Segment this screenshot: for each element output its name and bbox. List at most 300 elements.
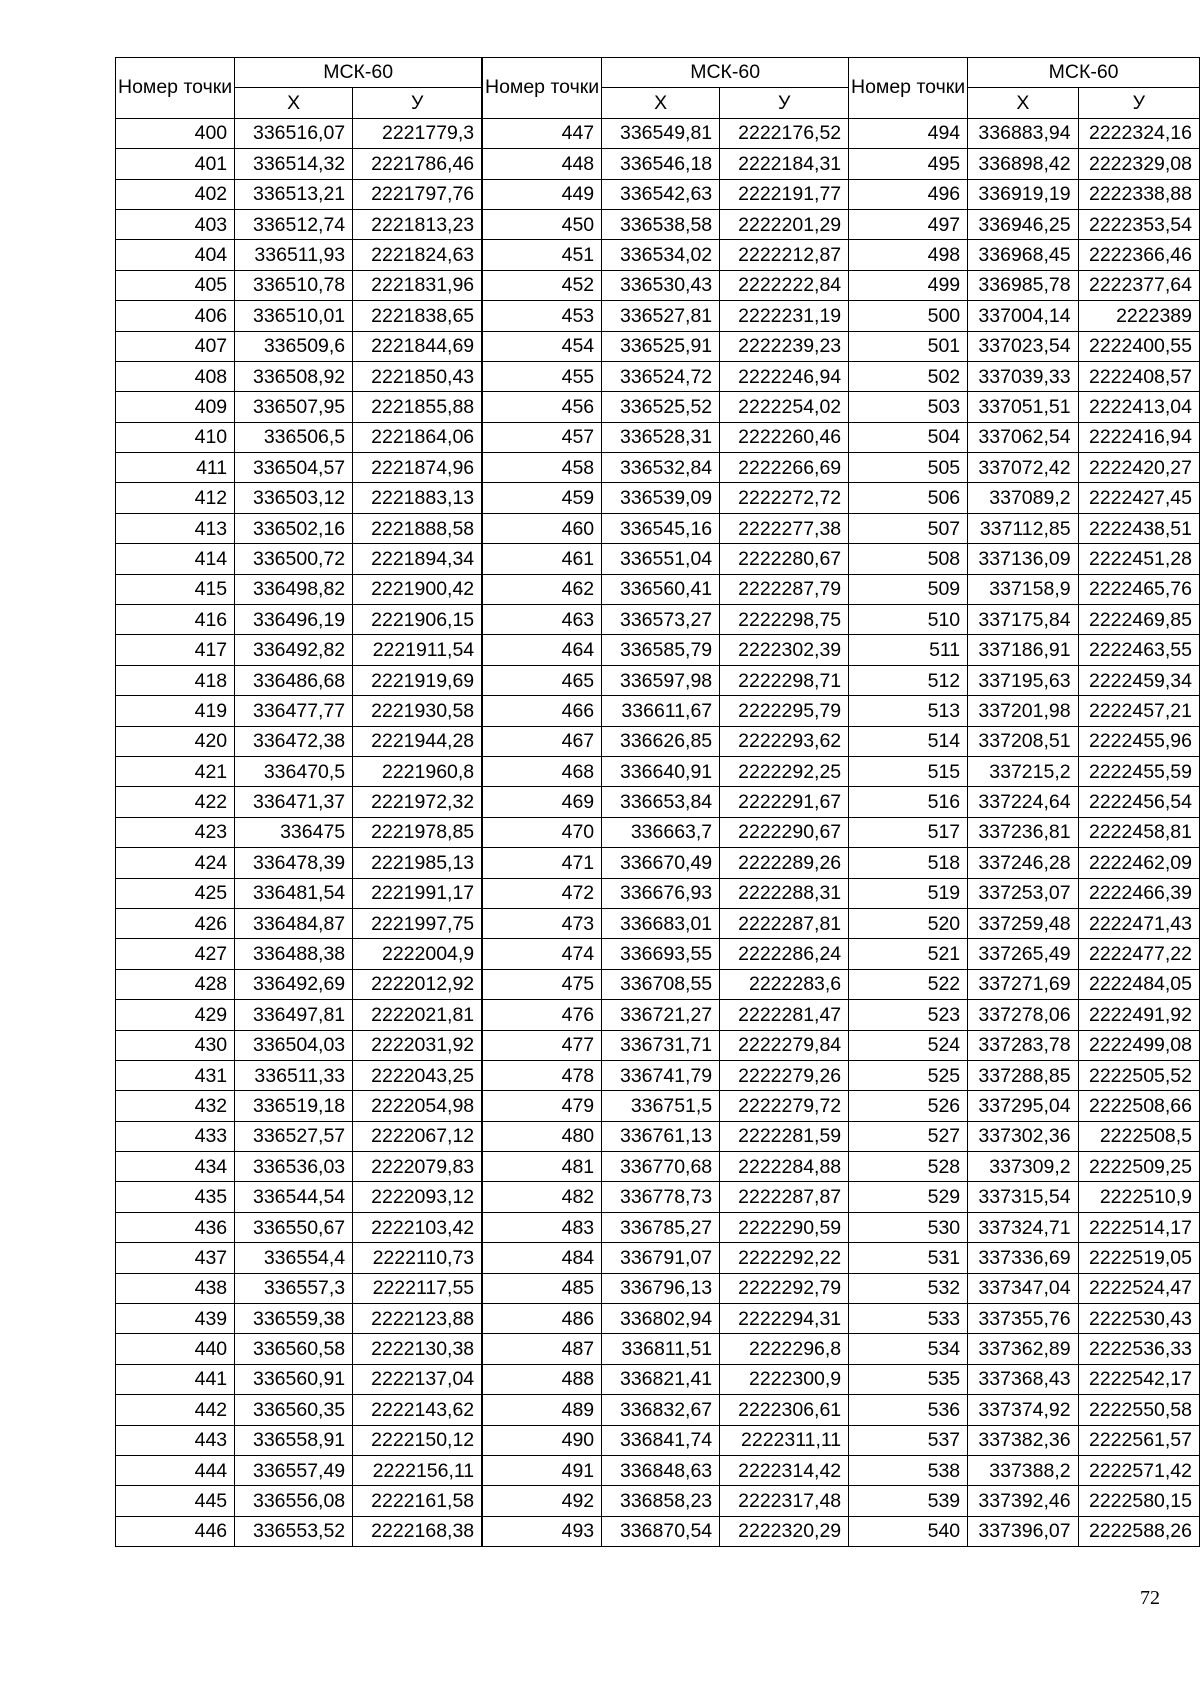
x-coordinate-cell: 336509,6 bbox=[235, 331, 353, 361]
point-number-cell: 507 bbox=[849, 513, 968, 543]
y-coordinate-cell: 2222279,72 bbox=[720, 1091, 849, 1121]
point-number-cell: 532 bbox=[849, 1273, 968, 1303]
table-row bbox=[116, 361, 482, 391]
table-row bbox=[116, 270, 482, 300]
x-coordinate-cell: 336510,01 bbox=[235, 301, 353, 331]
table-row bbox=[116, 118, 482, 148]
x-coordinate-cell: 336471,37 bbox=[235, 787, 353, 817]
y-coordinate-cell: 2222514,17 bbox=[1078, 1212, 1199, 1242]
y-coordinate-cell: 2221855,88 bbox=[353, 392, 482, 422]
point-number-cell: 419 bbox=[116, 696, 235, 726]
y-coordinate-cell: 2222287,87 bbox=[720, 1182, 849, 1212]
point-number-cell: 422 bbox=[116, 787, 235, 817]
x-coordinate-cell: 337175,84 bbox=[968, 605, 1078, 635]
point-number-cell: 531 bbox=[849, 1243, 968, 1273]
page-number: 72 bbox=[1140, 1587, 1160, 1609]
point-number-cell: 441 bbox=[116, 1364, 235, 1394]
table-row bbox=[116, 1395, 482, 1425]
x-coordinate-cell: 336640,91 bbox=[602, 756, 720, 786]
point-number-cell: 405 bbox=[116, 270, 235, 300]
y-coordinate-cell: 2222462,09 bbox=[1078, 848, 1199, 878]
x-coordinate-cell: 336693,55 bbox=[602, 939, 720, 969]
point-number-cell: 535 bbox=[849, 1364, 968, 1394]
table-row bbox=[483, 1425, 849, 1455]
x-coordinate-cell: 336525,91 bbox=[602, 331, 720, 361]
point-number-cell: 471 bbox=[483, 848, 602, 878]
point-number-cell: 426 bbox=[116, 908, 235, 938]
x-coordinate-cell: 336721,27 bbox=[602, 1000, 720, 1030]
table-row bbox=[849, 1060, 1200, 1090]
table-row bbox=[483, 483, 849, 513]
x-coordinate-cell: 337283,78 bbox=[968, 1030, 1078, 1060]
table-row bbox=[116, 1030, 482, 1060]
table-row bbox=[483, 392, 849, 422]
table-row bbox=[849, 726, 1200, 756]
x-coordinate-cell: 337271,69 bbox=[968, 969, 1078, 999]
table-row bbox=[116, 1091, 482, 1121]
point-number-cell: 484 bbox=[483, 1243, 602, 1273]
table-row bbox=[483, 118, 849, 148]
table-row bbox=[116, 848, 482, 878]
point-number-cell: 409 bbox=[116, 392, 235, 422]
x-coordinate-cell: 336542,63 bbox=[602, 179, 720, 209]
x-coordinate-cell: 337362,89 bbox=[968, 1334, 1078, 1364]
point-number-cell: 456 bbox=[483, 392, 602, 422]
point-number-cell: 515 bbox=[849, 756, 968, 786]
x-coordinate-cell: 336778,73 bbox=[602, 1182, 720, 1212]
coordinates-table-3 bbox=[848, 57, 1200, 1547]
point-number-cell: 522 bbox=[849, 969, 968, 999]
point-number-cell: 533 bbox=[849, 1304, 968, 1334]
x-coordinate-cell: 336511,33 bbox=[235, 1060, 353, 1090]
point-number-cell: 477 bbox=[483, 1030, 602, 1060]
x-coordinate-cell: 336477,77 bbox=[235, 696, 353, 726]
point-number-cell: 465 bbox=[483, 665, 602, 695]
point-number-cell: 411 bbox=[116, 453, 235, 483]
x-coordinate-cell: 336488,38 bbox=[235, 939, 353, 969]
table-row bbox=[483, 1486, 849, 1516]
y-coordinate-cell: 2222286,24 bbox=[720, 939, 849, 969]
table-row bbox=[483, 1243, 849, 1273]
y-coordinate-cell: 2222530,43 bbox=[1078, 1304, 1199, 1334]
x-coordinate-cell: 336560,91 bbox=[235, 1364, 353, 1394]
x-coordinate-cell: 336511,93 bbox=[235, 240, 353, 270]
table-row bbox=[116, 1152, 482, 1182]
table-row bbox=[116, 939, 482, 969]
x-coordinate-cell: 336858,23 bbox=[602, 1486, 720, 1516]
x-coordinate-cell: 337062,54 bbox=[968, 422, 1078, 452]
y-coordinate-cell: 2222110,73 bbox=[353, 1243, 482, 1273]
y-coordinate-cell: 2222156,11 bbox=[353, 1455, 482, 1485]
point-number-cell: 415 bbox=[116, 574, 235, 604]
table-row bbox=[483, 665, 849, 695]
x-coordinate-cell: 337246,28 bbox=[968, 848, 1078, 878]
x-coordinate-cell: 336683,01 bbox=[602, 908, 720, 938]
y-coordinate-cell: 2221864,06 bbox=[353, 422, 482, 452]
y-coordinate-cell: 2222150,12 bbox=[353, 1425, 482, 1455]
y-coordinate-cell: 2222284,88 bbox=[720, 1152, 849, 1182]
y-coordinate-cell: 2221786,46 bbox=[353, 149, 482, 179]
table-row bbox=[483, 848, 849, 878]
table-row bbox=[116, 1334, 482, 1364]
point-number-cell: 500 bbox=[849, 301, 968, 331]
table-row bbox=[116, 422, 482, 452]
x-coordinate-cell: 336770,68 bbox=[602, 1152, 720, 1182]
x-coordinate-cell: 337374,92 bbox=[968, 1395, 1078, 1425]
point-number-cell: 452 bbox=[483, 270, 602, 300]
x-coordinate-cell: 336560,58 bbox=[235, 1334, 353, 1364]
y-coordinate-cell: 2222455,59 bbox=[1078, 756, 1199, 786]
y-coordinate-cell: 2222290,59 bbox=[720, 1212, 849, 1242]
x-coordinate-cell: 337195,63 bbox=[968, 665, 1078, 695]
x-coordinate-cell: 337265,49 bbox=[968, 939, 1078, 969]
table-row bbox=[849, 361, 1200, 391]
table-row bbox=[849, 179, 1200, 209]
y-coordinate-cell: 2222366,46 bbox=[1078, 240, 1199, 270]
table-row bbox=[483, 453, 849, 483]
x-coordinate-cell: 336556,08 bbox=[235, 1486, 353, 1516]
x-coordinate-cell: 337186,91 bbox=[968, 635, 1078, 665]
y-coordinate-cell: 2222283,6 bbox=[720, 969, 849, 999]
y-coordinate-cell: 2222314,42 bbox=[720, 1455, 849, 1485]
point-number-cell: 447 bbox=[483, 118, 602, 148]
table-row bbox=[483, 817, 849, 847]
table-row bbox=[483, 969, 849, 999]
point-number-cell: 501 bbox=[849, 331, 968, 361]
point-number-cell: 494 bbox=[849, 118, 968, 148]
x-coordinate-cell: 336496,19 bbox=[235, 605, 353, 635]
table-row bbox=[116, 179, 482, 209]
y-coordinate-cell: 2222302,39 bbox=[720, 635, 849, 665]
table-row bbox=[116, 1182, 482, 1212]
point-number-cell: 513 bbox=[849, 696, 968, 726]
point-number-cell: 539 bbox=[849, 1486, 968, 1516]
point-number-cell: 455 bbox=[483, 361, 602, 391]
x-coordinate-cell: 336538,58 bbox=[602, 209, 720, 239]
y-coordinate-cell: 2222161,58 bbox=[353, 1486, 482, 1516]
table-row bbox=[849, 392, 1200, 422]
x-coordinate-cell: 336539,09 bbox=[602, 483, 720, 513]
x-coordinate-cell: 337396,07 bbox=[968, 1516, 1078, 1546]
point-number-cell: 506 bbox=[849, 483, 968, 513]
x-coordinate-cell: 336597,98 bbox=[602, 665, 720, 695]
y-coordinate-cell: 2221978,85 bbox=[353, 817, 482, 847]
table-row bbox=[483, 635, 849, 665]
table-row bbox=[849, 1030, 1200, 1060]
y-coordinate-cell: 2222408,57 bbox=[1078, 361, 1199, 391]
y-coordinate-cell: 2222043,25 bbox=[353, 1060, 482, 1090]
table-row bbox=[116, 787, 482, 817]
point-number-cell: 413 bbox=[116, 513, 235, 543]
table-row bbox=[116, 453, 482, 483]
x-coordinate-cell: 337315,54 bbox=[968, 1182, 1078, 1212]
y-coordinate-cell: 2222117,55 bbox=[353, 1273, 482, 1303]
y-coordinate-cell: 2222191,77 bbox=[720, 179, 849, 209]
point-number-cell: 467 bbox=[483, 726, 602, 756]
y-coordinate-cell: 2222291,67 bbox=[720, 787, 849, 817]
coord-system-header: МСК-60 bbox=[602, 58, 849, 88]
x-coordinate-cell: 336519,18 bbox=[235, 1091, 353, 1121]
y-coordinate-cell: 2222320,29 bbox=[720, 1516, 849, 1546]
point-number-cell: 427 bbox=[116, 939, 235, 969]
point-number-cell: 498 bbox=[849, 240, 968, 270]
y-coordinate-cell: 2222290,67 bbox=[720, 817, 849, 847]
table-row bbox=[116, 1212, 482, 1242]
point-number-cell: 503 bbox=[849, 392, 968, 422]
x-coordinate-cell: 336560,35 bbox=[235, 1395, 353, 1425]
x-coordinate-cell: 337355,76 bbox=[968, 1304, 1078, 1334]
table-row bbox=[849, 1152, 1200, 1182]
point-number-cell: 488 bbox=[483, 1364, 602, 1394]
y-coordinate-cell: 2222400,55 bbox=[1078, 331, 1199, 361]
y-coordinate-cell: 2222416,94 bbox=[1078, 422, 1199, 452]
y-coordinate-cell: 2222212,87 bbox=[720, 240, 849, 270]
x-coordinate-cell: 336653,84 bbox=[602, 787, 720, 817]
table-row bbox=[849, 270, 1200, 300]
x-coordinate-cell: 336492,69 bbox=[235, 969, 353, 999]
x-coordinate-cell: 336946,25 bbox=[968, 209, 1078, 239]
y-coordinate-cell: 2222471,43 bbox=[1078, 908, 1199, 938]
y-coordinate-cell: 2221850,43 bbox=[353, 361, 482, 391]
point-number-cell: 457 bbox=[483, 422, 602, 452]
y-coordinate-cell: 2222289,26 bbox=[720, 848, 849, 878]
y-coordinate-cell: 2222298,75 bbox=[720, 605, 849, 635]
point-number-cell: 486 bbox=[483, 1304, 602, 1334]
table-row bbox=[116, 665, 482, 695]
x-coordinate-cell: 336554,4 bbox=[235, 1243, 353, 1273]
y-coordinate-cell: 2221883,13 bbox=[353, 483, 482, 513]
x-coordinate-cell: 336985,78 bbox=[968, 270, 1078, 300]
point-number-cell: 534 bbox=[849, 1334, 968, 1364]
table-row bbox=[116, 1486, 482, 1516]
table-row bbox=[849, 878, 1200, 908]
x-coordinate-cell: 336549,81 bbox=[602, 118, 720, 148]
y-coordinate-cell: 2222459,34 bbox=[1078, 665, 1199, 695]
x-coordinate-cell: 337004,14 bbox=[968, 301, 1078, 331]
table-row bbox=[849, 1425, 1200, 1455]
x-coordinate-cell: 336536,03 bbox=[235, 1152, 353, 1182]
point-number-cell: 492 bbox=[483, 1486, 602, 1516]
point-number-cell: 424 bbox=[116, 848, 235, 878]
x-coordinate-cell: 336508,92 bbox=[235, 361, 353, 391]
point-number-cell: 499 bbox=[849, 270, 968, 300]
y-coordinate-cell: 2221779,3 bbox=[353, 118, 482, 148]
table-row bbox=[849, 1000, 1200, 1030]
point-number-cell: 473 bbox=[483, 908, 602, 938]
y-coordinate-cell: 2222389 bbox=[1078, 301, 1199, 331]
y-header: У bbox=[1078, 88, 1199, 118]
y-coordinate-cell: 2221797,76 bbox=[353, 179, 482, 209]
y-coordinate-cell: 2222465,76 bbox=[1078, 574, 1199, 604]
x-coordinate-cell: 337368,43 bbox=[968, 1364, 1078, 1394]
x-coordinate-cell: 336573,27 bbox=[602, 605, 720, 635]
y-coordinate-cell: 2222457,21 bbox=[1078, 696, 1199, 726]
y-coordinate-cell: 2222272,72 bbox=[720, 483, 849, 513]
table-row bbox=[483, 361, 849, 391]
x-coordinate-cell: 336500,72 bbox=[235, 544, 353, 574]
y-coordinate-cell: 2221894,34 bbox=[353, 544, 482, 574]
x-coordinate-cell: 336544,54 bbox=[235, 1182, 353, 1212]
table-row bbox=[483, 1516, 849, 1546]
point-number-cell: 420 bbox=[116, 726, 235, 756]
point-number-cell: 511 bbox=[849, 635, 968, 665]
y-coordinate-cell: 2222292,79 bbox=[720, 1273, 849, 1303]
point-number-cell: 476 bbox=[483, 1000, 602, 1030]
y-coordinate-cell: 2221930,58 bbox=[353, 696, 482, 726]
table-row bbox=[483, 1091, 849, 1121]
table-row bbox=[849, 422, 1200, 452]
y-coordinate-cell: 2221991,17 bbox=[353, 878, 482, 908]
point-number-header: Номер точки bbox=[849, 58, 968, 119]
point-number-cell: 425 bbox=[116, 878, 235, 908]
x-coordinate-cell: 336663,7 bbox=[602, 817, 720, 847]
y-coordinate-cell: 2222031,92 bbox=[353, 1030, 482, 1060]
table-body bbox=[116, 118, 482, 1546]
point-number-cell: 521 bbox=[849, 939, 968, 969]
x-coordinate-cell: 336848,63 bbox=[602, 1455, 720, 1485]
point-number-cell: 474 bbox=[483, 939, 602, 969]
point-number-cell: 463 bbox=[483, 605, 602, 635]
point-number-cell: 516 bbox=[849, 787, 968, 817]
point-number-cell: 451 bbox=[483, 240, 602, 270]
table-row bbox=[483, 1455, 849, 1485]
y-coordinate-cell: 2222021,81 bbox=[353, 1000, 482, 1030]
point-number-cell: 438 bbox=[116, 1273, 235, 1303]
table-row bbox=[849, 1182, 1200, 1212]
x-coordinate-cell: 336472,38 bbox=[235, 726, 353, 756]
x-coordinate-cell: 337089,2 bbox=[968, 483, 1078, 513]
point-number-cell: 434 bbox=[116, 1152, 235, 1182]
y-coordinate-cell: 2222168,38 bbox=[353, 1516, 482, 1546]
table-row bbox=[849, 1334, 1200, 1364]
x-coordinate-cell: 336611,67 bbox=[602, 696, 720, 726]
y-coordinate-cell: 2222550,58 bbox=[1078, 1395, 1199, 1425]
point-number-cell: 502 bbox=[849, 361, 968, 391]
y-coordinate-cell: 2222491,92 bbox=[1078, 1000, 1199, 1030]
point-number-cell: 478 bbox=[483, 1060, 602, 1090]
point-number-cell: 483 bbox=[483, 1212, 602, 1242]
x-coordinate-cell: 337253,07 bbox=[968, 878, 1078, 908]
point-number-cell: 524 bbox=[849, 1030, 968, 1060]
y-coordinate-cell: 2222222,84 bbox=[720, 270, 849, 300]
y-coordinate-cell: 2222561,57 bbox=[1078, 1425, 1199, 1455]
table-row bbox=[116, 209, 482, 239]
table-row bbox=[483, 1273, 849, 1303]
table-row bbox=[483, 756, 849, 786]
point-number-cell: 407 bbox=[116, 331, 235, 361]
y-coordinate-cell: 2222324,16 bbox=[1078, 118, 1199, 148]
y-coordinate-cell: 2222451,28 bbox=[1078, 544, 1199, 574]
x-coordinate-cell: 336507,95 bbox=[235, 392, 353, 422]
x-coordinate-cell: 337201,98 bbox=[968, 696, 1078, 726]
point-number-cell: 482 bbox=[483, 1182, 602, 1212]
table-row bbox=[483, 149, 849, 179]
point-number-cell: 529 bbox=[849, 1182, 968, 1212]
coord-system-header: МСК-60 bbox=[235, 58, 482, 88]
y-coordinate-cell: 2222079,83 bbox=[353, 1152, 482, 1182]
x-coordinate-cell: 337023,54 bbox=[968, 331, 1078, 361]
table-row bbox=[849, 665, 1200, 695]
point-number-cell: 418 bbox=[116, 665, 235, 695]
y-coordinate-cell: 2222143,62 bbox=[353, 1395, 482, 1425]
table-row bbox=[116, 878, 482, 908]
y-coordinate-cell: 2222292,25 bbox=[720, 756, 849, 786]
point-number-cell: 431 bbox=[116, 1060, 235, 1090]
x-coordinate-cell: 337072,42 bbox=[968, 453, 1078, 483]
y-coordinate-cell: 2221972,32 bbox=[353, 787, 482, 817]
point-number-cell: 423 bbox=[116, 817, 235, 847]
point-number-cell: 429 bbox=[116, 1000, 235, 1030]
point-number-cell: 523 bbox=[849, 1000, 968, 1030]
table-row bbox=[483, 1060, 849, 1090]
y-coordinate-cell: 2222296,8 bbox=[720, 1334, 849, 1364]
x-coordinate-cell: 337051,51 bbox=[968, 392, 1078, 422]
x-coordinate-cell: 336498,82 bbox=[235, 574, 353, 604]
point-number-cell: 412 bbox=[116, 483, 235, 513]
x-coordinate-cell: 337112,85 bbox=[968, 513, 1078, 543]
table-row bbox=[116, 1516, 482, 1546]
y-coordinate-cell: 2222280,67 bbox=[720, 544, 849, 574]
point-number-cell: 406 bbox=[116, 301, 235, 331]
point-number-cell: 461 bbox=[483, 544, 602, 574]
x-coordinate-cell: 336527,57 bbox=[235, 1121, 353, 1151]
x-coordinate-cell: 336492,82 bbox=[235, 635, 353, 665]
y-coordinate-cell: 2222306,61 bbox=[720, 1395, 849, 1425]
table-row bbox=[116, 301, 482, 331]
y-coordinate-cell: 2221900,42 bbox=[353, 574, 482, 604]
point-number-cell: 512 bbox=[849, 665, 968, 695]
x-coordinate-cell: 336553,52 bbox=[235, 1516, 353, 1546]
point-number-cell: 508 bbox=[849, 544, 968, 574]
table-row bbox=[483, 605, 849, 635]
x-coordinate-cell: 336785,27 bbox=[602, 1212, 720, 1242]
y-coordinate-cell: 2222300,9 bbox=[720, 1364, 849, 1394]
point-number-cell: 470 bbox=[483, 817, 602, 847]
table-row bbox=[849, 483, 1200, 513]
point-number-cell: 428 bbox=[116, 969, 235, 999]
point-number-cell: 497 bbox=[849, 209, 968, 239]
table-row bbox=[116, 1455, 482, 1485]
x-coordinate-cell: 337259,48 bbox=[968, 908, 1078, 938]
coordinates-table-2 bbox=[482, 57, 849, 1547]
y-coordinate-cell: 2222499,08 bbox=[1078, 1030, 1199, 1060]
table-row bbox=[483, 1182, 849, 1212]
x-header: Х bbox=[968, 88, 1078, 118]
y-coordinate-cell: 2222510,9 bbox=[1078, 1182, 1199, 1212]
x-coordinate-cell: 337324,71 bbox=[968, 1212, 1078, 1242]
point-number-cell: 458 bbox=[483, 453, 602, 483]
x-coordinate-cell: 336527,81 bbox=[602, 301, 720, 331]
y-coordinate-cell: 2222067,12 bbox=[353, 1121, 482, 1151]
point-number-cell: 436 bbox=[116, 1212, 235, 1242]
point-number-cell: 464 bbox=[483, 635, 602, 665]
table-row bbox=[116, 817, 482, 847]
table-row bbox=[849, 1273, 1200, 1303]
y-coordinate-cell: 2222329,08 bbox=[1078, 149, 1199, 179]
x-coordinate-cell: 336550,67 bbox=[235, 1212, 353, 1242]
y-coordinate-cell: 2221844,69 bbox=[353, 331, 482, 361]
point-number-cell: 472 bbox=[483, 878, 602, 908]
x-coordinate-cell: 336530,43 bbox=[602, 270, 720, 300]
table-row bbox=[849, 331, 1200, 361]
table-row bbox=[483, 1152, 849, 1182]
point-number-cell: 495 bbox=[849, 149, 968, 179]
table-row bbox=[849, 149, 1200, 179]
x-coordinate-cell: 336502,16 bbox=[235, 513, 353, 543]
table-row bbox=[849, 544, 1200, 574]
point-number-cell: 460 bbox=[483, 513, 602, 543]
point-number-cell: 410 bbox=[116, 422, 235, 452]
